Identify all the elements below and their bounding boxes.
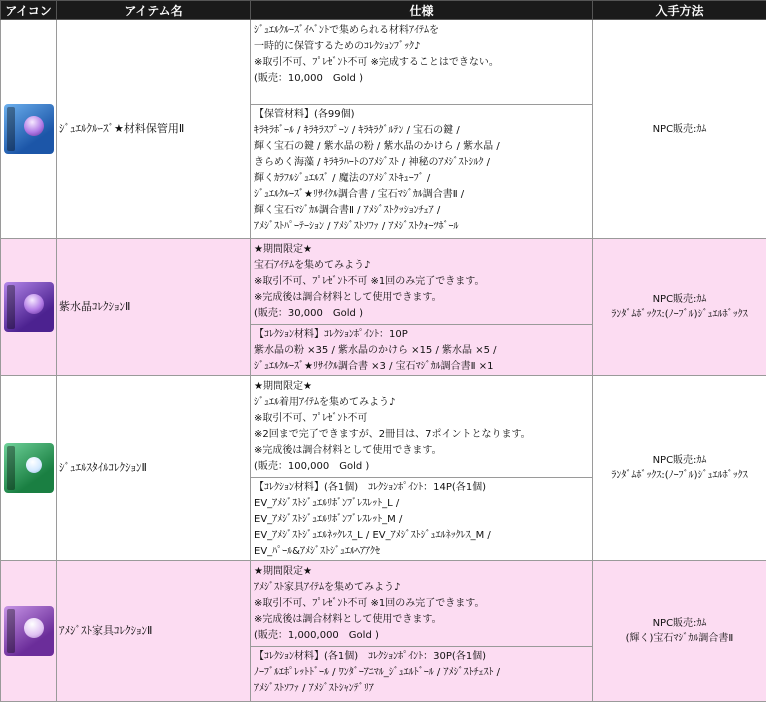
item-icon-cell <box>1 376 57 561</box>
spec-line: ﾉｰﾌﾞﾙｴﾎﾟﾚｯﾄﾄﾞｰﾙ / ﾜﾝﾀﾞｰｱﾆﾏﾙ_ｼﾞｭｴﾙﾄﾞｰﾙ / ｱﾒｼﾞｽﾄﾁｪｽﾄ / <box>254 665 589 681</box>
spec-line: (販売：30,000 Gold ) <box>254 306 589 322</box>
spec-line: 一時的に保管するためのｺﾚｸｼｮﾝﾌﾞｯｸ♪ <box>254 39 589 55</box>
spec-description <box>251 20 593 105</box>
method-line: (輝く)宝石ﾏｼﾞｶﾙ調合書Ⅱ <box>593 631 766 646</box>
acquisition-method <box>593 239 766 376</box>
spec-line: 輝く宝石の鍵 / 紫水晶の粉 / 紫水晶のかけら / 紫水晶 / <box>254 139 589 155</box>
header-icon: アイコン <box>1 1 57 20</box>
spec-line: ※取引不可、ﾌﾟﾚｾﾞﾝﾄ不可 ※1回のみ完了できます。 <box>254 274 589 290</box>
header-spec: 仕様 <box>251 1 593 20</box>
header-acquisition: 入手方法 <box>593 1 766 20</box>
spec-line: 【ｺﾚｸｼｮﾝ材料】(各1個) ｺﾚｸｼｮﾝﾎﾟｲﾝﾄ：14P(各1個) <box>254 480 589 496</box>
spec-line: EV_ｱﾒｼﾞｽﾄｼﾞｭｴﾙﾈｯｸﾚｽ_L / EV_ｱﾒｼﾞｽﾄｼﾞｭｴﾙﾈｯｸﾚｽ_M / <box>254 528 589 544</box>
item-icon-cell <box>1 561 57 702</box>
spec-line: EV_ｱﾒｼﾞｽﾄｼﾞｭｴﾙﾘﾎﾞﾝﾌﾞﾚｽﾚｯﾄ_L / <box>254 496 589 512</box>
item-icon-cell <box>1 239 57 376</box>
method-line: NPC販売:ｶﾑ <box>593 616 766 631</box>
spec-line: ｼﾞｭｴﾙｸﾙｰｽﾞｲﾍﾞﾝﾄで集められる材料ｱｲﾃﾑを <box>254 23 589 39</box>
green-jewel-book-icon <box>4 443 54 493</box>
spec-line: ※完成後は調合材料として使用できます。 <box>254 443 589 459</box>
spec-line: ※取引不可、ﾌﾟﾚｾﾞﾝﾄ不可 ※完成することはできない。 <box>254 55 589 71</box>
method-line: NPC販売:ｶﾑ <box>593 292 766 307</box>
spec-line: 【ｺﾚｸｼｮﾝ材料】(各1個) ｺﾚｸｼｮﾝﾎﾟｲﾝﾄ：30P(各1個) <box>254 649 589 665</box>
spec-line: ※完成後は調合材料として使用できます。 <box>254 290 589 306</box>
spec-line: ｱﾒｼﾞｽﾄ家具ｱｲﾃﾑを集めてみよう♪ <box>254 580 589 596</box>
item-name: 紫水晶ｺﾚｸｼｮﾝⅡ <box>57 239 251 376</box>
method-line: NPC販売:ｶﾑ <box>593 453 766 468</box>
spec-line: 【保管材料】(各99個) <box>254 107 589 123</box>
purple-crystal-book-icon <box>4 282 54 332</box>
spec-materials <box>251 105 593 239</box>
blue-gem-book-icon <box>4 104 54 154</box>
spec-line: ※取引不可、ﾌﾟﾚｾﾞﾝﾄ不可 <box>254 411 589 427</box>
spec-line: ※2回まで完了できますが、2冊目は、7ポイントとなります。 <box>254 427 589 443</box>
spec-line: 紫水晶の粉 ×35 / 紫水晶のかけら ×15 / 紫水晶 ×5 / <box>254 343 589 359</box>
acquisition-method <box>593 20 766 239</box>
spec-line: ★期間限定★ <box>254 564 589 580</box>
spec-description <box>251 376 593 478</box>
spec-description <box>251 561 593 647</box>
table-row <box>1 376 766 478</box>
method-line: ﾗﾝﾀﾞﾑﾎﾞｯｸｽ:(ﾉｰﾌﾞﾙ)ｼﾞｭｴﾙﾎﾞｯｸｽ <box>593 468 766 483</box>
spec-materials <box>251 478 593 561</box>
spec-line: 輝く宝石ﾏｼﾞｶﾙ調合書Ⅱ / ｱﾒｼﾞｽﾄｸｯｼｮﾝﾁｪｱ / <box>254 203 589 219</box>
method-line: ﾗﾝﾀﾞﾑﾎﾞｯｸｽ:(ﾉｰﾌﾞﾙ)ｼﾞｭｴﾙﾎﾞｯｸｽ <box>593 307 766 322</box>
spec-materials <box>251 647 593 702</box>
violet-furniture-book-icon <box>4 606 54 656</box>
spec-line: EV_ﾊﾟｰﾙ&ｱﾒｼﾞｽﾄｼﾞｭｴﾙﾍｱｱｸｾ <box>254 544 589 560</box>
spec-line: ｼﾞｭｴﾙｸﾙｰｽﾞ★ﾘｻｲｸﾙ調合書 / 宝石ﾏｼﾞｶﾙ調合書Ⅱ / <box>254 187 589 203</box>
spec-line: (販売：100,000 Gold ) <box>254 459 589 475</box>
acquisition-method <box>593 376 766 561</box>
table-row <box>1 561 766 647</box>
spec-description <box>251 239 593 325</box>
spec-line: ｱﾒｼﾞｽﾄｿﾌｧ / ｱﾒｼﾞｽﾄｼｬﾝﾃﾞﾘｱ <box>254 681 589 697</box>
item-name: ｱﾒｼﾞｽﾄ家具ｺﾚｸｼｮﾝⅡ <box>57 561 251 702</box>
spec-line: きらめく海藻 / ｷﾗｷﾗﾊｰﾄのｱﾒｼﾞｽﾄ / 神秘のｱﾒｼﾞｽﾄｼﾙｸ / <box>254 155 589 171</box>
spec-line: (販売：10,000 Gold ) <box>254 71 589 87</box>
spec-line: ｷﾗｷﾗﾎﾞｰﾙ / ｷﾗｷﾗｽﾌﾟｰﾝ / ｷﾗｷﾗｸﾞﾙﾃﾝ / 宝石の鍵 / <box>254 123 589 139</box>
spec-line: ★期間限定★ <box>254 379 589 395</box>
spec-line: ※取引不可、ﾌﾟﾚｾﾞﾝﾄ不可 ※1回のみ完了できます。 <box>254 596 589 612</box>
spec-materials <box>251 325 593 376</box>
method-line: NPC販売:ｶﾑ <box>593 122 766 137</box>
spec-line: 輝くｶﾗﾌﾙｼﾞｭｴﾙｽﾞ / 魔法のｱﾒｼﾞｽﾄｷｭｰﾌﾞ / <box>254 171 589 187</box>
table-header-row <box>1 1 766 20</box>
item-name: ｼﾞｭｴﾙｽﾀｲﾙｺﾚｸｼｮﾝⅡ <box>57 376 251 561</box>
acquisition-method <box>593 561 766 702</box>
item-icon-cell <box>1 20 57 239</box>
table-row <box>1 239 766 325</box>
table-row <box>1 20 766 105</box>
header-item-name: アイテム名 <box>57 1 251 20</box>
spec-line: EV_ｱﾒｼﾞｽﾄｼﾞｭｴﾙﾘﾎﾞﾝﾌﾞﾚｽﾚｯﾄ_M / <box>254 512 589 528</box>
spec-line: ※完成後は調合材料として使用できます。 <box>254 612 589 628</box>
spec-line: 【ｺﾚｸｼｮﾝ材料】ｺﾚｸｼｮﾝﾎﾟｲﾝﾄ：10P <box>254 327 589 343</box>
spec-line: ｼﾞｭｴﾙ着用ｱｲﾃﾑを集めてみよう♪ <box>254 395 589 411</box>
spec-line: 宝石ｱｲﾃﾑを集めてみよう♪ <box>254 258 589 274</box>
spec-line: ｼﾞｭｴﾙｸﾙｰｽﾞ★ﾘｻｲｸﾙ調合書 ×3 / 宝石ﾏｼﾞｶﾙ調合書Ⅱ ×1 <box>254 359 589 375</box>
item-name: ｼﾞｭｴﾙｸﾙｰｽﾞ★材料保管用Ⅱ <box>57 20 251 239</box>
spec-line: (販売：1,000,000 Gold ) <box>254 628 589 644</box>
spec-line: ｱﾒｼﾞｽﾄﾊﾟｰﾃｰｼｮﾝ / ｱﾒｼﾞｽﾄｿﾌｧ / ｱﾒｼﾞｽﾄｸｫｰﾂﾎﾞｰﾙ <box>254 219 589 235</box>
spec-line: ★期間限定★ <box>254 242 589 258</box>
